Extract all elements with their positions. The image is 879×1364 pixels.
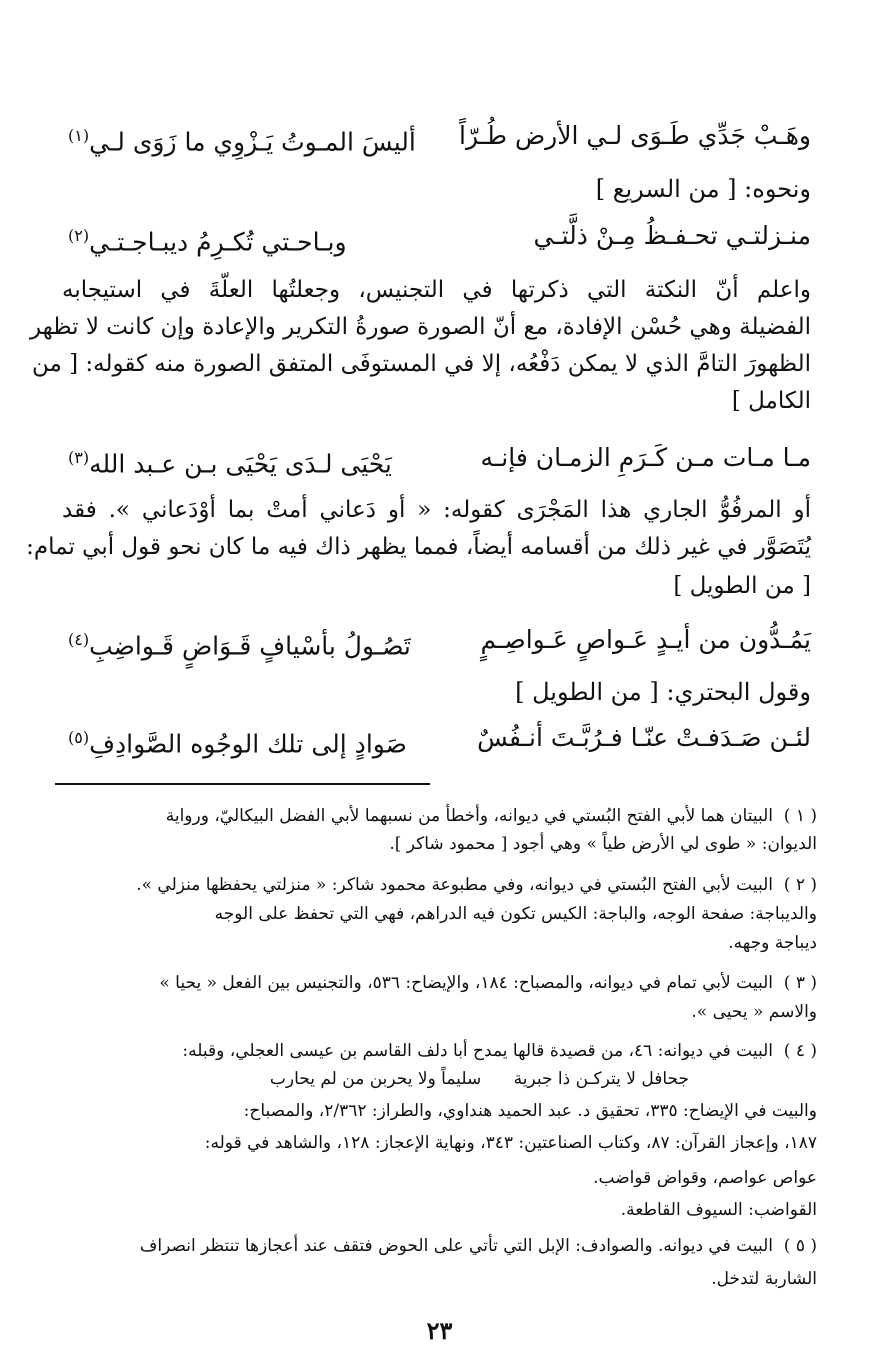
verse-hemistich [68, 620, 411, 666]
footnote-line: عواص عواصم، وقواض قواضب. [593, 1168, 817, 1188]
verse-2 [68, 216, 811, 262]
footnote-number: ( ٢ ) [783, 875, 817, 895]
footnote-line: ١٨٧، وإعجاز القرآن: ٨٧، وكتاب الصناعتين: ٣٤٣، ونهاية الإعجاز: ١٢٨، والشاهد في قوله: [204, 1133, 817, 1153]
footnote-line: البيتان هما لأبي الفتح البُستي في ديوانه، وأخطأ من نسبهما لأبي الفضل البيكاليّ، ورواية [165, 806, 773, 826]
verse-3 [68, 438, 811, 484]
footnote-line: البيت لأبي تمام في ديوانه، والمصباح: ١٨٤، والإيضاح: ٥٣٦، والتجنيس بين الفعل « يحيا » [159, 973, 773, 993]
paragraph-line: يُتَصَوَّر في غير ذلك من أقسامه أيضاً، فمما يظهر ذاك فيه ما كان نحو قول أبي تمام: [26, 534, 811, 560]
footnote-line: الديوان: « طوى لي الأرض طياً » وهي أجود [ محمود شاكر ]. [389, 834, 817, 854]
footnote-marker: (٤) [68, 630, 90, 649]
meter-label: ونحوه: [ من السريع ] [595, 175, 811, 203]
footnote-line: البيت لأبي الفتح البُستي في ديوانه، وفي مطبوعة محمود شاكر: « منزلتي يحفظها منزلي ». [136, 875, 773, 895]
verse-text: وبـاحـتي تُكـرِمُ ديبـاجـتـي [89, 227, 347, 257]
footnote-2 [60, 872, 817, 898]
paragraph-line: الفضيلة وهي حُسْن الإفادة، مع أنّ الصورة صورةُ التكرير والإعادة وإن كانت لا تظهر [29, 314, 811, 340]
footnote-line: والبيت في الإيضاح: ٣٣٥، تحقيق د. عبد الحميد هنداوي، والطراز: ٢/٣٦٢، والمصباح: [243, 1101, 817, 1121]
footnote-number: ( ٤ ) [783, 1041, 817, 1061]
footnote-divider [55, 783, 430, 785]
verse-text: تَصُـولُ بأسْيافٍ قَـوَاضٍ قَـواضِبِ [89, 631, 411, 661]
footnote-4 [60, 1038, 817, 1064]
verse-5 [68, 718, 811, 764]
footnote-1 [60, 803, 817, 829]
footnote-line: الشاربة لتدخل. [711, 1269, 817, 1289]
footnote-number: ( ٣ ) [783, 973, 817, 993]
verse-hemistich: لئـن صَـدَفـتْ عنّـا فـرُبَّـتَ أنـفُسٌ [477, 723, 811, 752]
verse-hemistich [68, 718, 407, 764]
footnote-line: والديباجة: صفحة الوجه، والباجة: الكيس تكون فيه الدراهم، فهي التي تحفظ على الوجه [214, 904, 817, 924]
footnote-marker: (٥) [68, 728, 90, 747]
footnote-marker: (٢) [68, 226, 90, 245]
footnote-marker: (٣) [68, 448, 90, 467]
page-number: ٢٣ [426, 1316, 453, 1345]
footnote-line: ديباجة وجهه. [728, 933, 817, 953]
footnote-number: ( ١ ) [783, 806, 817, 826]
paragraph-line: أو المرفُوُّ الجاري هذا المَجْرَى كقوله: « أو دَعاني أمتْ بما أوْدَعاني ». فقد [62, 497, 811, 523]
footnote-number: ( ٥ ) [783, 1236, 817, 1256]
footnote-line: البيت في ديوانه: ٤٦، من قصيدة قالها يمدح أبا دلف القاسم بن عيسى العجلي، وقبله: [182, 1041, 773, 1061]
footnote-5 [60, 1233, 817, 1259]
verse-hemistich [68, 116, 416, 162]
verse-text: صَوادٍ إلى تلك الوجُوه الصَّوادِفِ [89, 729, 407, 759]
verse-hemistich [68, 438, 392, 484]
verse-hemistich [68, 216, 347, 262]
paragraph-line: الظهورَ التامَّ الذي لا يمكن دَفْعُه، إلا في المستوفَى المتفق الصورة منه كقوله: [ من [31, 351, 811, 377]
verse-hemistich: منـزلتـي تحـفـظُ مِـنْ ذلَّتـي [533, 221, 811, 250]
footnote-line: والاسم « يحيى ». [691, 1002, 817, 1022]
verse-text: يَحْيَى لـدَى يَحْيَى بـن عـبد الله [89, 449, 392, 479]
paragraph-line: [ من الطويل ] [673, 573, 811, 599]
verse-text: أليسَ المـوتُ يَـزْوِي ما زَوَى لـي [89, 127, 416, 157]
footnote-poem-line: جحافل لا يتركـن ذا جبرية سليماً ولا يحربن من لم يحارب [269, 1069, 689, 1089]
paragraph-line: واعلم أنّ النكتة التي ذكرتها في التجنيس، وجعلتُها العلّةَ في استيجابه [62, 277, 811, 303]
meter-label: وقول البحتري: [ من الطويل ] [515, 678, 811, 706]
verse-hemistich: وهَـبْ جَدِّي طَـوَى لـي الأرض طُـرّاً [459, 121, 811, 150]
footnote-marker: (١) [68, 126, 90, 145]
verse-hemistich: مـا مـات مـن كَـرَمِ الزمـان فإنـه [480, 443, 811, 472]
verse-4 [68, 620, 811, 666]
footnote-line: القواضب: السيوف القاطعة. [620, 1200, 817, 1220]
verse-1 [68, 116, 811, 162]
footnote-3 [60, 970, 817, 996]
verse-hemistich: يَمُـدُّون من أيـدٍ عَـواصٍ عَـواصِـمٍ [480, 625, 811, 654]
paragraph-line: الكامل ] [731, 388, 811, 414]
footnote-line: البيت في ديوانه. والصوادف: الإبل التي تأتي على الحوض فتقف عند أعجازها تنتظر انصراف [139, 1236, 773, 1256]
